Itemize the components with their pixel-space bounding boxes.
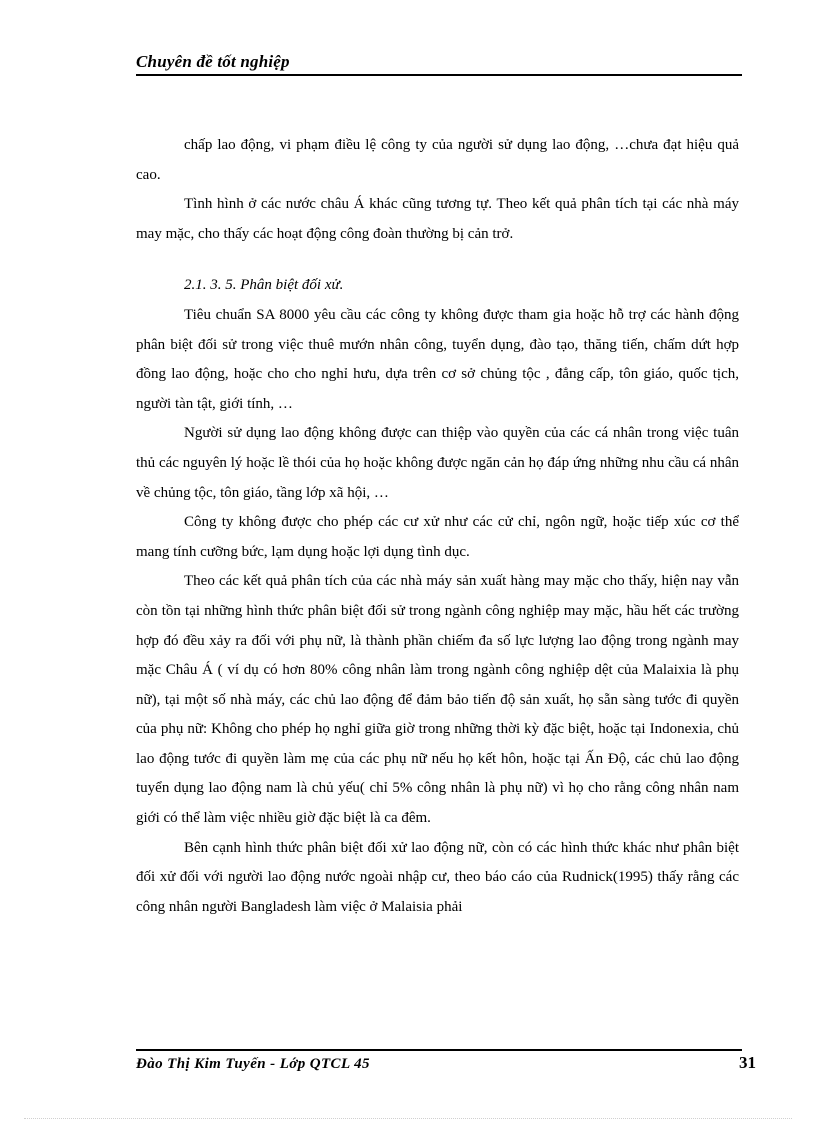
page-number: 31 (739, 1053, 756, 1072)
paragraph-analysis: Theo các kết quả phân tích của các nhà máy sản xuất hàng may mặc cho thấy, hiện nay vẫn còn tồn tại những hình thức phân biệt đối sử trong ngành công nghiệp may mặc, hầu hết các trường hợp đó đều xảy ra đối với phụ nữ, là thành phần chiếm đa số lực lượng lao động trong ngành may mặc Châu Á ( ví dụ có hơn 80% công nhân làm trong ngành công nghiệp dệt của Malaixia là phụ nữ), tại một số nhà máy, các chủ lao động để đảm bảo tiến độ sản xuất, họ sẵn sàng tước đi quyền của phụ nữ: Không cho phép họ nghỉ giữa giờ trong những thời kỳ đặc biệt, hoặc tại Indonexia, chủ lao động tước đi quyền làm mẹ của các phụ nữ nếu họ kết hôn, hoặc tại Ấn Độ, các chủ lao động tuyển dụng lao động nam là chủ yếu( chỉ 5% công nhân là phụ nữ) vì họ cho rằng công nhân nam giới có thể làm việc nhiều giờ đặc biệt là ca đêm. (136, 573, 739, 827)
page-header (136, 48, 742, 76)
paragraph-migrant: Bên cạnh hình thức phân biệt đối xử lao động nữ, còn có các hình thức khác như phân biệt đối xử đối với người lao động nước ngoài nhập cư, theo báo cáo của Rudnick(1995) thấy rằng các công nhân người Bangladesh làm việc ở Malaisia phải (136, 839, 739, 915)
section-heading: 2.1. 3. 5. Phân biệt đối xử. (184, 277, 344, 294)
footer-author: Đào Thị Kim Tuyến - Lớp QTCL 45 (136, 1056, 370, 1072)
paragraph-asia: Tình hình ở các nước châu Á khác cũng tương tự. Theo kết quả phân tích tại các nhà máy may mặc, cho thấy các hoạt động công đoàn thường bị cản trở. (136, 196, 739, 242)
page-body (136, 131, 739, 922)
paragraph-continued: chấp lao động, vi phạm điều lệ công ty của người sử dụng lao động, …chưa đạt hiệu quả cao. (136, 137, 739, 183)
paragraph-sa8000: Tiêu chuẩn SA 8000 yêu cầu các công ty không được tham gia hoặc hỗ trợ các hành động phân biệt đối sử trong việc thuê mướn nhân công, tuyển dụng, đào tạo, thăng tiến, chấm dứt hợp đồng lao động, hoặc cho cho nghỉ hưu, dựa trên cơ sở chủng tộc , đẳng cấp, tôn giáo, quốc tịch, người tàn tật, giới tính, … (136, 306, 739, 412)
page-edge-divider (24, 1118, 792, 1119)
paragraph-employer: Người sử dụng lao động không được can thiệp vào quyền của các cá nhân trong việc tuân thủ các nguyên lý hoặc lề thói của họ hoặc không được ngăn cản họ đáp ứng những nhu cầu cá nhân về chủng tộc, tôn giáo, tầng lớp xã hội, … (136, 425, 739, 501)
paragraph-company: Công ty không được cho phép các cư xử như các cử chỉ, ngôn ngữ, hoặc tiếp xúc cơ thể mang tính cưỡng bức, lạm dụng hoặc lợi dụng tình dục. (136, 514, 739, 560)
header-title: Chuyên đề tốt nghiệp (136, 52, 290, 71)
footer-rule (136, 1049, 742, 1051)
